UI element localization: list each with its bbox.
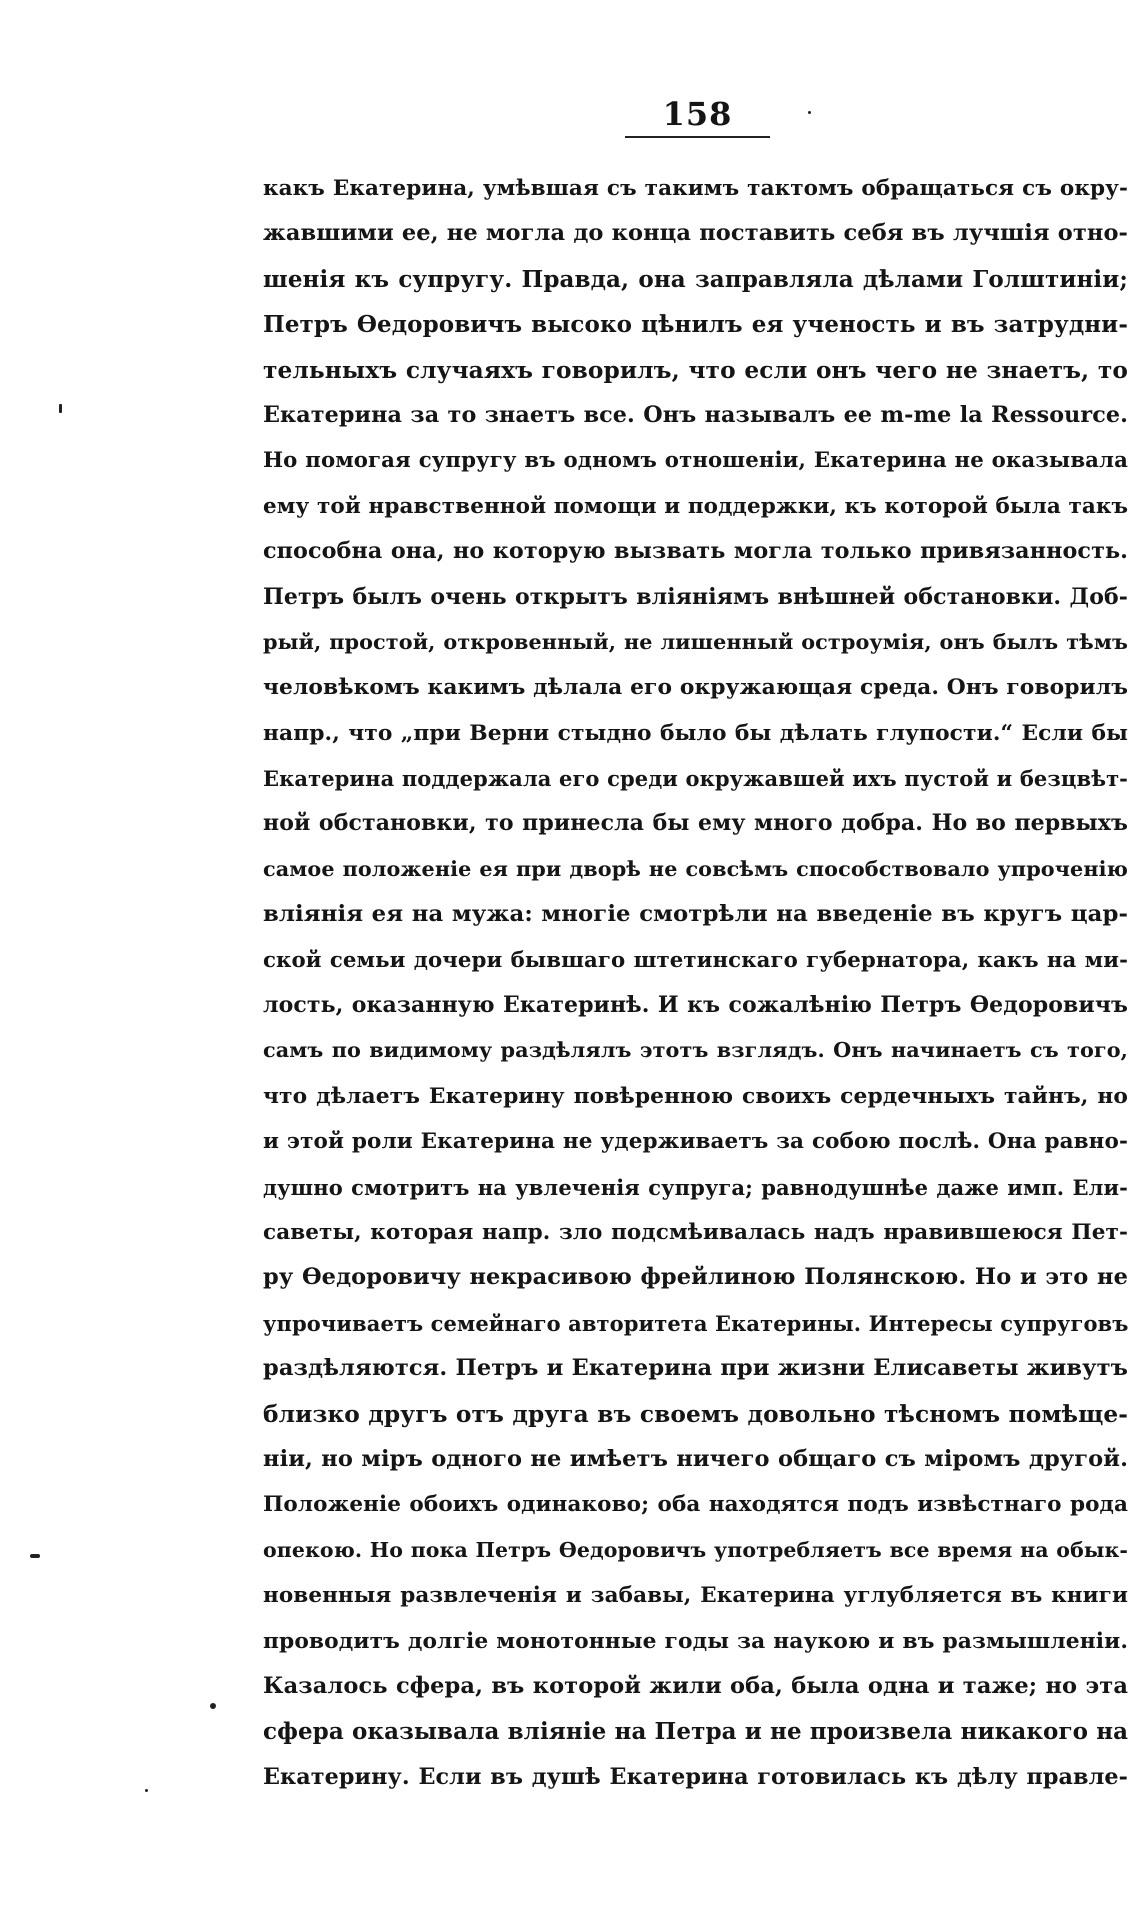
text-line: проводитъ долгіе монотонные годы за наукою и въ размышленіи.	[263, 1628, 1128, 1654]
text-line: Екатерина поддержала его среди окружавшей ихъ пустой и безцвѣт-	[263, 766, 1128, 792]
text-line: Но помогая супругу въ одномъ отношеніи, Екатерина не оказывала	[263, 448, 1128, 474]
page-number-rule	[625, 136, 770, 138]
text-line: жавшими ее, не могла до конца поставить себя въ лучшія отно-	[263, 220, 1128, 247]
text-line: новенныя развлеченія и забавы, Екатерина углубляется въ книги	[263, 1583, 1128, 1609]
scan-speck	[145, 1789, 148, 1792]
text-line: рый, простой, откровенный, не лишенный остроумія, онъ былъ тѣмъ	[263, 629, 1128, 654]
text-line: самъ по видимому раздѣлялъ этотъ взглядъ. Онъ начинаетъ съ того,	[263, 1038, 1128, 1063]
text-line: способна она, но которую вызвать могла только привязанность.	[263, 538, 1128, 565]
text-line: самое положеніе ея при дворѣ не совсѣмъ способствовало упроченію	[263, 856, 1128, 881]
text-line: душно смотритъ на увлеченія супруга; равнодушнѣе даже имп. Ели-	[263, 1174, 1128, 1200]
text-line: напр., что „при Верни стыдно было бы дѣлать глупости.“ Если бы	[263, 720, 1128, 746]
text-line: близко другъ отъ друга въ своемъ довольно тѣсномъ помѣще-	[263, 1400, 1128, 1428]
text-line: ру Ѳедоровичу некрасивою фрейлиною Полянскою. Но и это не	[263, 1264, 1128, 1291]
text-line: Петръ былъ очень открытъ вліяніямъ внѣшней обстановки. Доб-	[263, 583, 1128, 610]
scan-speck	[210, 1703, 216, 1709]
text-line: что дѣлаетъ Екатерину повѣренною своихъ сердечныхъ тайнъ, но	[263, 1083, 1128, 1109]
text-line: Петръ Ѳедоровичъ высоко цѣнилъ ея ученость и въ затрудни-	[263, 311, 1128, 339]
text-line: Казалось сфера, въ которой жили оба, была одна и таже; но эта	[263, 1672, 1128, 1699]
text-line: опекою. Но пока Петръ Ѳедоровичъ употребляетъ все время на обык-	[263, 1537, 1128, 1562]
text-line: ніи, но міръ одного не имѣетъ ничего общаго съ міромъ другой.	[263, 1445, 1128, 1472]
text-line: ской семьи дочери бывшаго штетинскаго губернатора, какъ на ми-	[263, 947, 1128, 973]
text-line: шенія къ супругу. Правда, она заправляла дѣлами Голштиніи;	[263, 265, 1128, 293]
text-line: ему той нравственной помощи и поддержки, къ которой была такъ	[263, 493, 1128, 519]
text-line: и этой роли Екатерина не удерживаетъ за собою послѣ. Она равно-	[263, 1129, 1128, 1155]
text-line: Екатерину. Если въ душѣ Екатерина готовилась къ дѣлу правле-	[263, 1763, 1128, 1790]
scan-speck	[30, 1554, 40, 1558]
text-line: вліянія ея на мужа: многіе смотрѣли на введеніе въ кругъ цар-	[263, 901, 1128, 928]
text-line: ной обстановки, то принесла бы ему много добра. Но во первыхъ	[263, 810, 1128, 837]
text-line: лость, оказанную Екатеринѣ. И къ сожалѣнію Петръ Ѳедоровичъ	[263, 992, 1128, 1019]
text-line: Екатерина за то знаетъ все. Онъ называлъ ее m-me la Ressource.	[263, 401, 1128, 428]
text-line: раздѣляются. Петръ и Екатерина при жизни Елисаветы живутъ	[263, 1355, 1128, 1382]
page-number: 158	[662, 95, 733, 133]
scan-speck	[808, 111, 811, 114]
scan-speck	[59, 404, 62, 413]
text-line: сфера оказывала вліяніе на Петра и не произвела никакого на	[263, 1718, 1128, 1746]
text-line: какъ Екатерина, умѣвшая съ такимъ тактомъ обращаться съ окру-	[263, 176, 1128, 201]
text-line: саветы, которая напр. зло подсмѣивалась надъ нравившеюся Пет-	[263, 1219, 1128, 1245]
text-line: упрочиваетъ семейнаго авторитета Екатерины. Интересы супруговъ	[263, 1310, 1128, 1336]
text-line: человѣкомъ какимъ дѣлала его окружающая среда. Онъ говорилъ	[263, 675, 1128, 701]
text-line: Положеніе обоихъ одинаково; оба находятся подъ извѣстнаго рода	[263, 1492, 1128, 1518]
body-text	[263, 166, 1140, 1800]
text-line: тельныхъ случаяхъ говорилъ, что если онъ чего не знаетъ, то	[263, 356, 1128, 384]
